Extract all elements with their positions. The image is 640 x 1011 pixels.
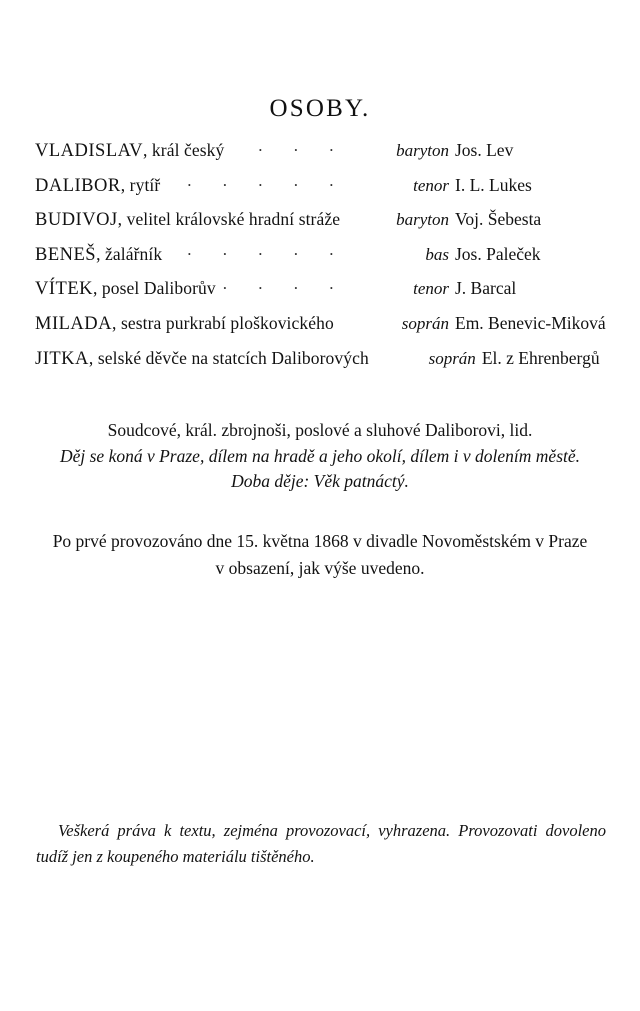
cast-row (35, 313, 615, 348)
cast-voice-type: soprán (401, 313, 449, 333)
rights-notice-text: Veškerá práva k textu, zejména provozovací, vyhrazena. Provozovati dovoleno tudíž jen z koupeného materiálu tištěného. (36, 821, 606, 866)
cast-character-description: , selské děvče na statcích Daliborových (88, 347, 369, 368)
cast-row (35, 175, 615, 210)
cast-performer: Em. Benevic-Miková (455, 312, 606, 333)
cast-character-description: , posel Daliborův (92, 278, 216, 299)
cast-voice-type: baryton (396, 141, 449, 160)
cast-voice-type: soprán (428, 348, 476, 368)
setting-note: Děj se koná v Praze, dílem na hradě a jeho okolí, dílem i v dolením městě. (59, 445, 581, 466)
premiere-line-2: v obsazení, jak výše uvedeno. (215, 558, 425, 578)
cast-row (35, 278, 615, 313)
cast-character (35, 140, 229, 162)
cast-performer: I. L. Lukes (455, 174, 532, 195)
cast-character (35, 348, 374, 370)
premiere-note (0, 528, 640, 582)
cast-character (35, 244, 167, 266)
cast-character-name: BENEŠ (35, 244, 97, 265)
cast-row (35, 140, 615, 175)
cast-voice-type: tenor (413, 279, 449, 299)
cast-performer: J. Barcal (455, 278, 517, 299)
cast-character-name: BUDIVOJ (35, 210, 118, 231)
dot-leader (345, 209, 347, 225)
cast-character-name: VÍTEK (35, 279, 93, 300)
cast-voice-type: bas (425, 244, 449, 264)
cast-character-description: , velitel královské hradní stráže (117, 209, 341, 230)
cast-character-name: VLADISLAV (35, 141, 143, 161)
dot-leader (167, 244, 347, 260)
cast-performer: Jos. Lev (455, 140, 514, 160)
cast-list (35, 140, 615, 382)
cast-performer: Voj. Šebesta (455, 209, 542, 230)
cast-character-description: , sestra purkrabí ploškovického (112, 312, 334, 333)
cast-character-description: , žalářník (96, 243, 163, 264)
cast-row (35, 209, 615, 244)
cast-character-description: , rytíř (120, 174, 161, 195)
cast-row (35, 244, 615, 279)
page-title: OSOBY. (269, 94, 371, 122)
cast-character-description: , král český (142, 140, 225, 160)
cast-character-name: DALIBOR (35, 175, 121, 196)
dot-leader (165, 175, 347, 191)
cast-character (35, 175, 165, 197)
cast-performer: Jos. Paleček (455, 243, 541, 264)
production-notes (0, 418, 640, 495)
rights-notice (36, 818, 606, 870)
cast-character-name: MILADA (35, 313, 112, 334)
cast-performer: El. z Ehrenbergů (481, 347, 600, 368)
cast-row (35, 348, 615, 383)
premiere-line-1: Po prvé provozováno dne 15. května 1868 v divadle Novoměstském v Praze (52, 531, 588, 551)
dot-leader (339, 313, 347, 329)
cast-character (35, 313, 339, 335)
cast-voice-type: baryton (396, 210, 449, 230)
dot-leader (229, 140, 347, 156)
ensemble-note: Soudcové, král. zbrojnoši, poslové a sluhové Daliborovi, lid. (107, 420, 533, 440)
dot-leader (221, 278, 347, 294)
cast-character (35, 209, 345, 231)
cast-voice-type: tenor (413, 175, 449, 195)
period-note: Doba děje: Věk patnáctý. (231, 471, 409, 491)
cast-character (35, 278, 221, 300)
cast-character-name: JITKA (35, 348, 89, 369)
